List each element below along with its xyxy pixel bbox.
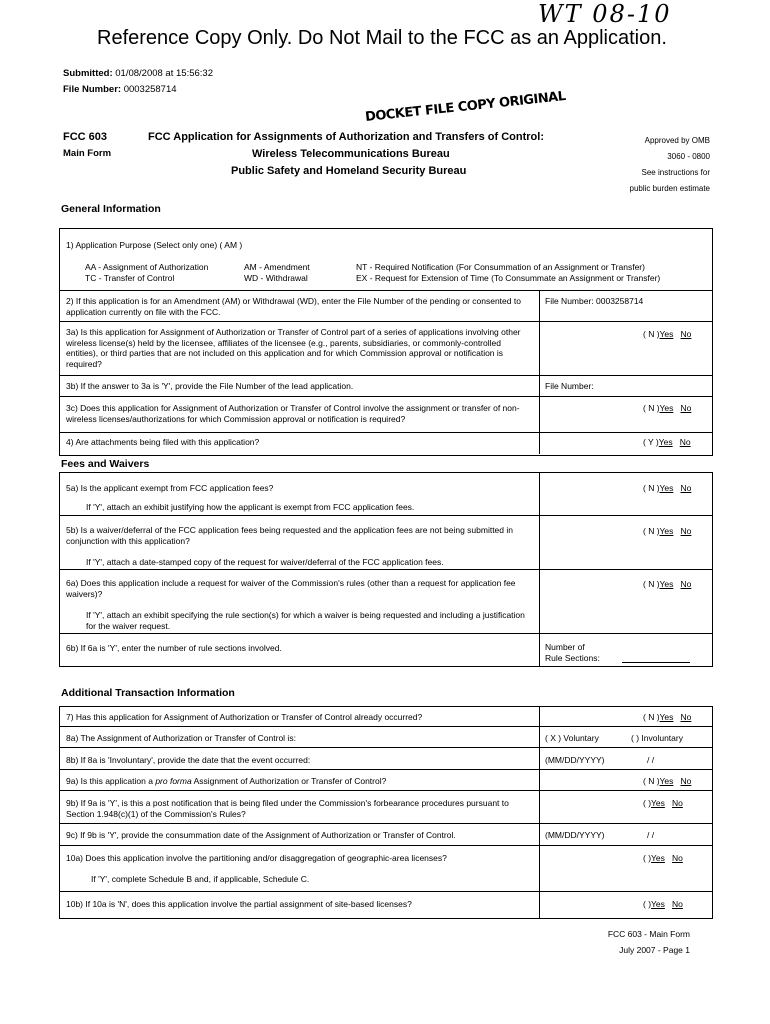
q1-option-aa: AA - Assignment of Authorization (85, 262, 209, 272)
omb-instructions: See instructions for (641, 168, 710, 177)
q1-option-ex: EX - Request for Extension of Time (To Consummate an Assignment or Transfer) (356, 273, 661, 283)
bureau-wireless: Wireless Telecommunications Bureau (252, 148, 450, 160)
section-additional-transaction: Additional Transaction Information (61, 687, 235, 699)
submitted-line (63, 68, 213, 79)
form-number: FCC 603 (63, 131, 108, 143)
q1-option-wd: WD - Withdrawal (244, 273, 308, 283)
q7-text: 7) Has this application for Assignment of Authorization or Transfer of Control already occurred? (66, 712, 423, 722)
q6a-note: If 'Y', attach an exhibit specifying the rule section(s) for which a waiver is being requested and including a justification for the waiver request. (86, 610, 525, 631)
handwritten-docket-note: WT 08-10 (538, 0, 672, 28)
q4-answer: ( Y )Yes No (643, 437, 691, 447)
q10b-text: 10b) If 10a is 'N', does this application involve the partial assignment of site-based licenses? (66, 899, 412, 909)
q5b-note: If 'Y', attach a date-stamped copy of the request for waiver/deferral of the FCC application fees. (86, 557, 444, 567)
q8a-text: 8a) The Assignment of Authorization or Transfer of Control is: (66, 733, 296, 743)
q9a-text: 9a) Is this application a pro forma Assignment of Authorization or Transfer of Control? (66, 776, 387, 786)
omb-number: 3060 - 0800 (667, 152, 710, 161)
bureau-public-safety: Public Safety and Homeland Security Bureau (231, 165, 467, 177)
q10b-answer: ( )Yes No (643, 899, 683, 909)
docket-file-copy-stamp: DOCKET FILE COPY ORIGINAL (364, 89, 567, 125)
file-number-line (63, 84, 177, 95)
q8b-date-format: (MM/DD/YYYY) (545, 755, 605, 765)
q10a-answer: ( )Yes No (643, 853, 683, 863)
q9b-answer: ( )Yes No (643, 798, 683, 808)
form-title: FCC Application for Assignments of Authorization and Transfers of Control: (148, 131, 544, 143)
q10a-note: If 'Y', complete Schedule B and, if applicable, Schedule C. (91, 874, 310, 884)
q8a-involuntary: ( ) Involuntary (631, 733, 683, 743)
submitted-value: 01/08/2008 at 15:56:32 (115, 68, 213, 79)
footer-form-label: FCC 603 - Main Form (607, 929, 690, 939)
q6a-text: 6a) Does this application include a request for waiver of the Commission's rules (other than a request for application fee waivers)? (66, 578, 516, 599)
q5a-text: 5a) Is the applicant exempt from FCC application fees? (66, 483, 274, 493)
q8b-date-field[interactable]: / / (647, 755, 655, 765)
q5b-answer: ( N )Yes No (643, 526, 692, 536)
form-sub: Main Form (63, 148, 112, 159)
file-number-label: File Number: (63, 84, 122, 95)
q2-text: 2) If this application is for an Amendment (AM) or Withdrawal (WD), enter the File Number of the pending or consented to application currently on file with the FCC. (66, 296, 521, 317)
q6b-rule-sections-field[interactable] (622, 662, 690, 663)
omb-burden: public burden estimate (629, 184, 710, 193)
q3a-text: 3a) Is this application for Assignment of Authorization or Transfer of Control part of a series of applications involving other wireless license(s) held by the licensee, affiliates of the licensee (e.g., parents, subsidiaries, or commonly-controlled entities), or third parties that are not included on this application and for which Commission approval or notification is required? (66, 327, 521, 369)
q6b-text: 6b) If 6a is 'Y', enter the number of rule sections involved. (66, 643, 282, 653)
q9b-text: 9b) If 9a is 'Y', is this a post notification that is being filed under the Commission's forbearance procedures pursuant to Section 1.948(c)(1) of the Commission's Rules? (66, 798, 509, 819)
q9c-date-field[interactable]: / / (647, 830, 655, 840)
q8b-text: 8b) If 8a is 'Involuntary', provide the date that the event occurred: (66, 755, 311, 765)
reference-copy-notice: Reference Copy Only. Do Not Mail to the FCC as an Application. (97, 27, 667, 49)
q9c-date-format: (MM/DD/YYYY) (545, 830, 605, 840)
q3c-answer: ( N )Yes No (643, 403, 692, 413)
q1-option-am: AM - Amendment (244, 262, 310, 272)
q1-option-tc: TC - Transfer of Control (85, 273, 175, 283)
q6b-number-label: Number of (545, 642, 585, 652)
q1-option-nt: NT - Required Notification (For Consummation of an Assignment or Transfer) (356, 262, 645, 272)
q9c-text: 9c) If 9b is 'Y', provide the consummation date of the Assignment of Authorization or Transfer of Control. (66, 830, 456, 840)
q2-file-number: File Number: 0003258714 (545, 296, 644, 306)
q6a-answer: ( N )Yes No (643, 579, 692, 589)
section-fees-waivers: Fees and Waivers (61, 458, 150, 470)
q4-text: 4) Are attachments being filed with this application? (66, 437, 260, 447)
omb-approved: Approved by OMB (644, 136, 710, 145)
section-general-information: General Information (61, 203, 161, 215)
q3c-text: 3c) Does this application for Assignment of Authorization or Transfer of Control involve the assignment or transfer of non-wireless licenses/authorizations for which Commission approval or notification is required? (66, 403, 520, 424)
q10a-text: 10a) Does this application involve the partitioning and/or disaggregation of geographic-area licenses? (66, 853, 447, 863)
q3b-file-number: File Number: (545, 381, 594, 391)
q9a-answer: ( N )Yes No (643, 776, 692, 786)
q1-text: 1) Application Purpose (Select only one) ( AM ) (66, 240, 243, 250)
q6b-rule-sections-label: Rule Sections: (545, 653, 600, 663)
q5a-note: If 'Y', attach an exhibit justifying how the applicant is exempt from FCC application fees. (86, 502, 415, 512)
q7-answer: ( N )Yes No (643, 712, 692, 722)
q5b-text: 5b) Is a waiver/deferral of the FCC application fees being requested and the application fees are not being submitted in conjunction with this application? (66, 525, 513, 546)
q3b-text: 3b) If the answer to 3a is 'Y', provide the File Number of the lead application. (66, 381, 354, 391)
file-number-value: 0003258714 (123, 84, 177, 95)
footer-page-label: July 2007 - Page 1 (619, 945, 690, 955)
submitted-label: Submitted: (63, 68, 113, 79)
q8a-voluntary: ( X ) Voluntary (545, 733, 599, 743)
q5a-answer: ( N )Yes No (643, 483, 692, 493)
q3a-answer: ( N )Yes No (643, 329, 692, 339)
